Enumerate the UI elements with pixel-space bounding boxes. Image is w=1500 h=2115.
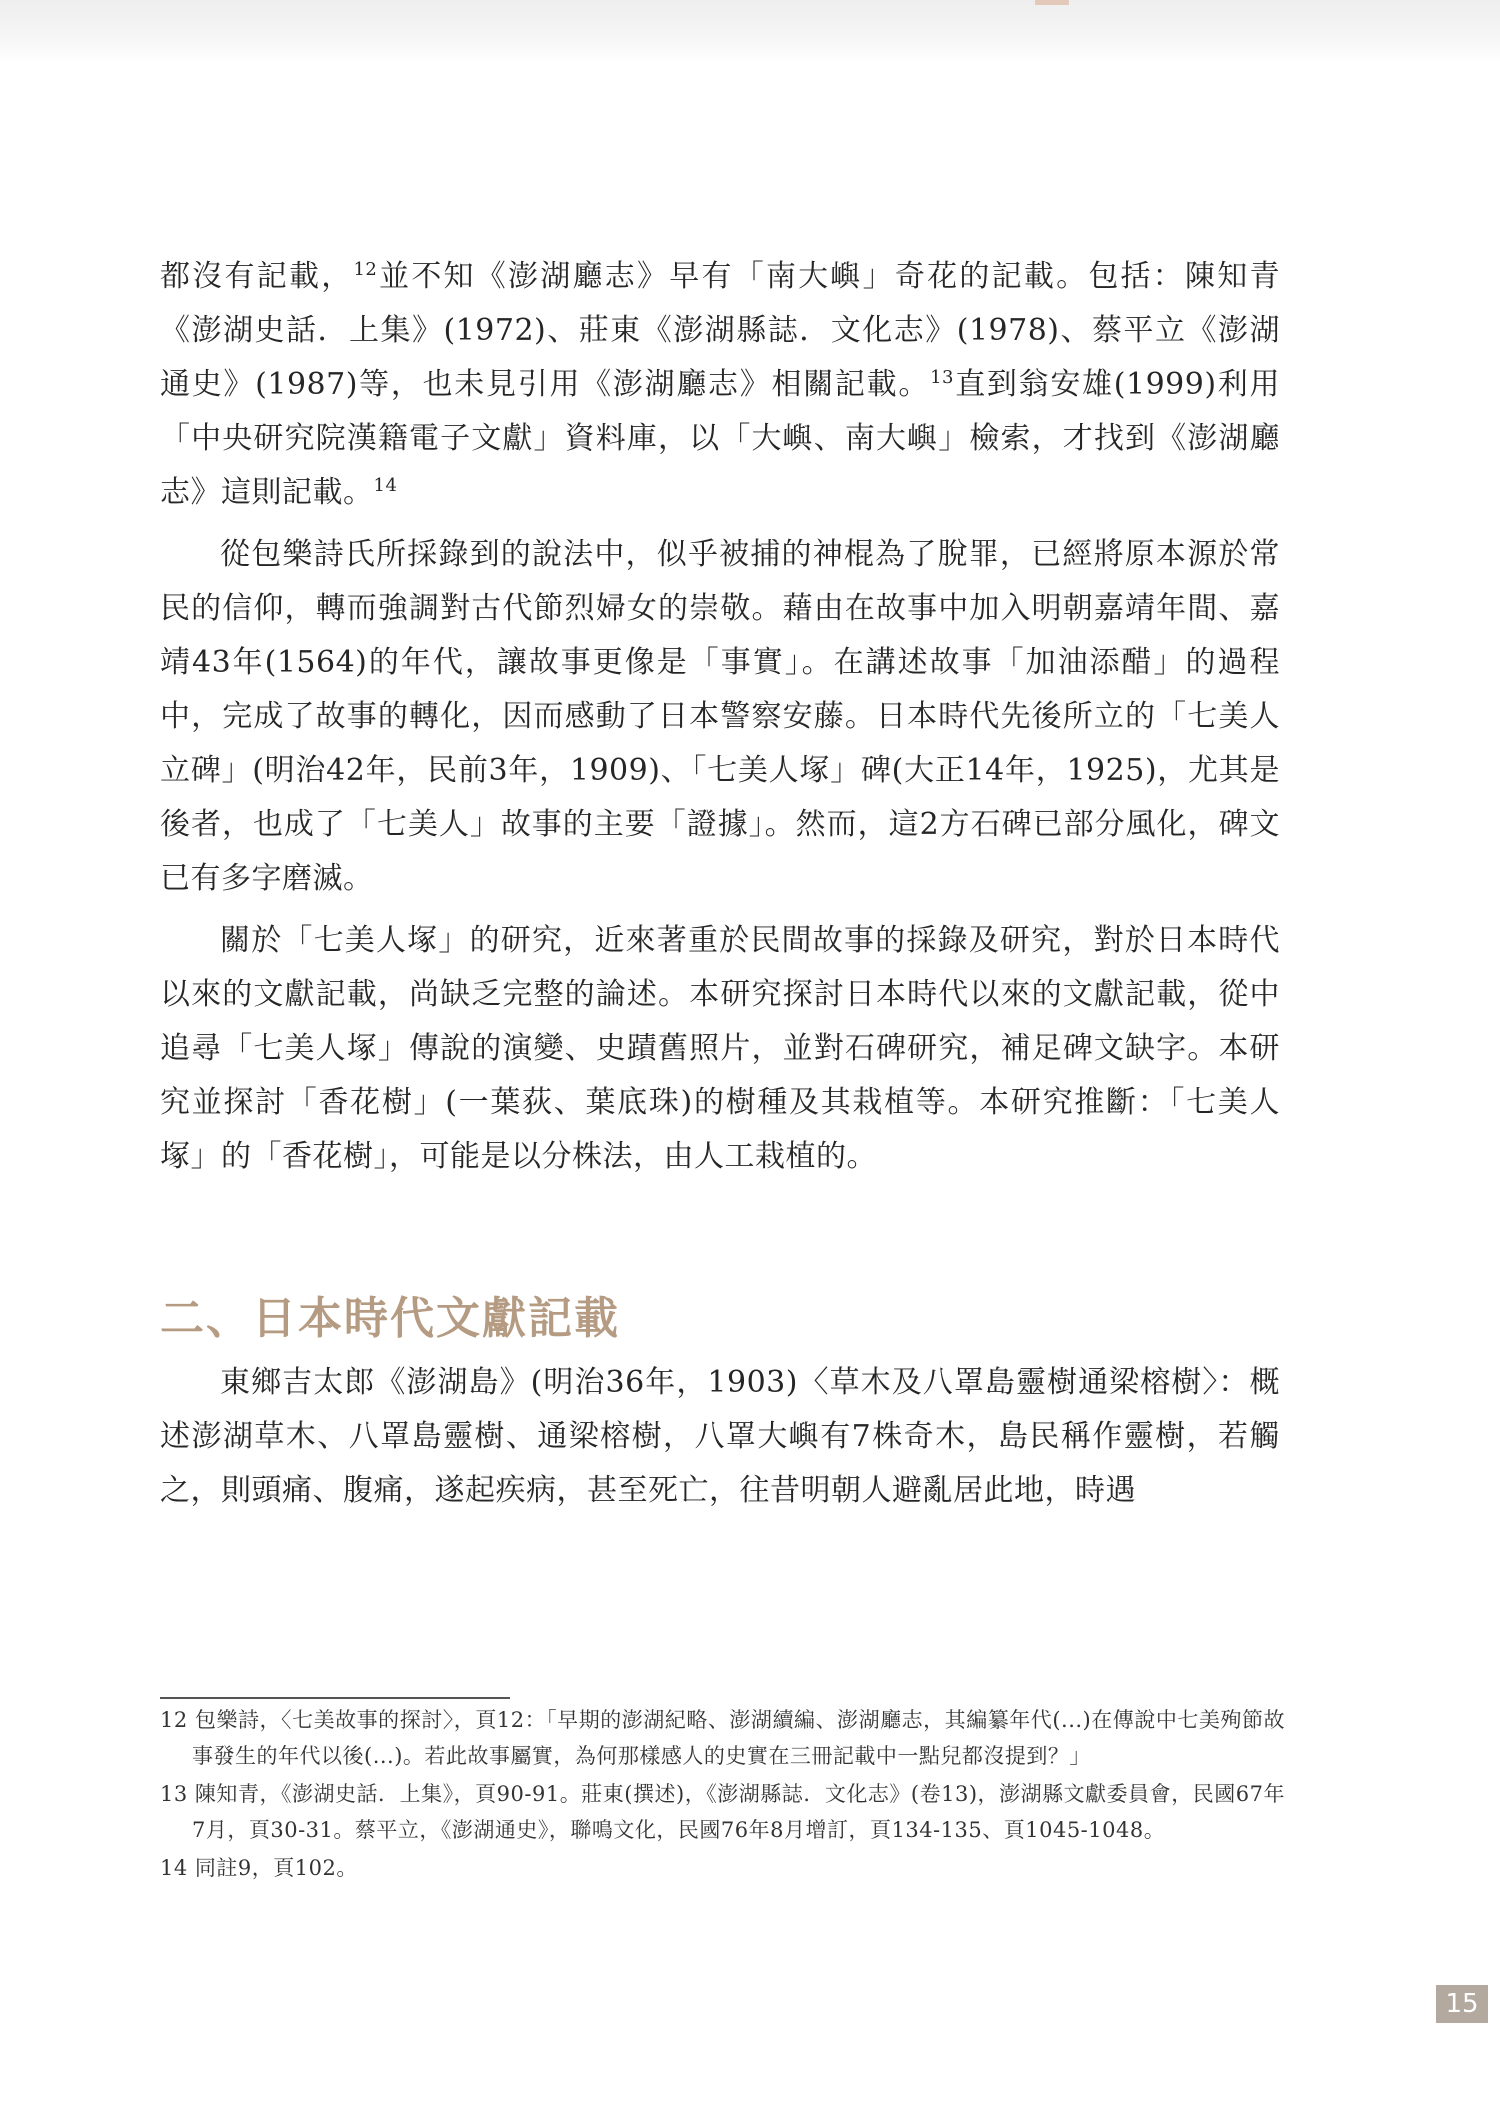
footnote-ref-12: 12 bbox=[353, 259, 378, 280]
paragraph-1-text-b: 並不知《澎湖廳志》早有「南大嶼」奇花的記載。包括：陳知青《澎湖史話．上集》(1972)、莊東《澎湖縣誌．文化志》(1978)、蔡平立《澎湖通史》(1987)等，也未見引用《澎湖廳志》相關記載。 bbox=[160, 259, 1281, 402]
footnote-ref-14: 14 bbox=[373, 475, 398, 496]
top-shadow-band bbox=[0, 0, 1500, 64]
paragraph-1-text-c: 直到翁安雄(1999)利用「中央研究院漢籍電子文獻」資料庫，以「大嶼、南大嶼」檢索，才找到《澎湖廳志》這則記載。 bbox=[160, 367, 1280, 510]
paragraph-2: 從包樂詩氏所採錄到的說法中，似乎被捕的神棍為了脫罪，已經將原本源於常民的信仰，轉而強調對古代節烈婦女的崇敬。藉由在故事中加入明朝嘉靖年間、嘉靖43年(1564)的年代，讓故事更像是「事實」。在講述故事「加油添醋」的過程中，完成了故事的轉化，因而感動了日本警察安藤。日本時代先後所立的「七美人立碑」(明治42年，民前3年，1909)、「七美人塚」碑(大正14年，1925)，尤其是後者，也成了「七美人」故事的主要「證據」。然而，這2方石碑已部分風化，碑文已有多字磨滅。 bbox=[160, 537, 1280, 896]
footnote-13: 13 陳知青，《澎湖史話．上集》，頁90-91。莊東(撰述)，《澎湖縣誌．文化志》(卷13)，澎湖縣文獻委員會，民國67年7月，頁30-31。蔡平立，《澎湖通史》，聯鳴文化，民國76年8月增訂，頁134-135、頁1045-1048。 bbox=[160, 1782, 1285, 1842]
top-color-mark bbox=[1035, 0, 1069, 5]
footnote-12: 12 包樂詩，〈七美故事的探討〉，頁12：「早期的澎湖紀略、澎湖續編、澎湖廳志，其編纂年代(...)在傳說中七美殉節故事發生的年代以後(...)。若此故事屬實，為何那樣感人的史實在三冊記載中一點兒都沒提到？」 bbox=[160, 1708, 1285, 1768]
paragraph-1 bbox=[160, 250, 1280, 520]
main-content bbox=[160, 250, 1280, 1518]
footnotes bbox=[160, 1702, 1285, 1888]
paragraph-4: 東鄉吉太郎《澎湖島》(明治36年，1903)〈草木及八罩島靈樹通梁榕樹〉：概述澎湖草木、八罩島靈樹、通梁榕樹，八罩大嶼有7株奇木，島民稱作靈樹，若觸之，則頭痛、腹痛，遂起疾病，甚至死亡，往昔明朝人避亂居此地，時遇 bbox=[160, 1365, 1280, 1508]
paragraph-1-text-a: 都沒有記載， bbox=[160, 259, 354, 294]
page-number-badge: 15 bbox=[1436, 1985, 1488, 2023]
paragraph-3: 關於「七美人塚」的研究，近來著重於民間故事的採錄及研究，對於日本時代以來的文獻記載，尚缺乏完整的論述。本研究探討日本時代以來的文獻記載，從中追尋「七美人塚」傳說的演變、史蹟舊照片，並對石碑研究，補足碑文缺字。本研究並探討「香花樹」(一葉荻、葉底珠)的樹種及其栽植等。本研究推斷：「七美人塚」的「香花樹」，可能是以分株法，由人工栽植的。 bbox=[160, 923, 1280, 1174]
footnote-divider bbox=[160, 1697, 510, 1699]
section-title: 二、日本時代文獻記載 bbox=[160, 1293, 620, 1344]
footnote-14: 14 同註9，頁102。 bbox=[160, 1856, 358, 1880]
footnote-ref-13: 13 bbox=[930, 367, 954, 388]
